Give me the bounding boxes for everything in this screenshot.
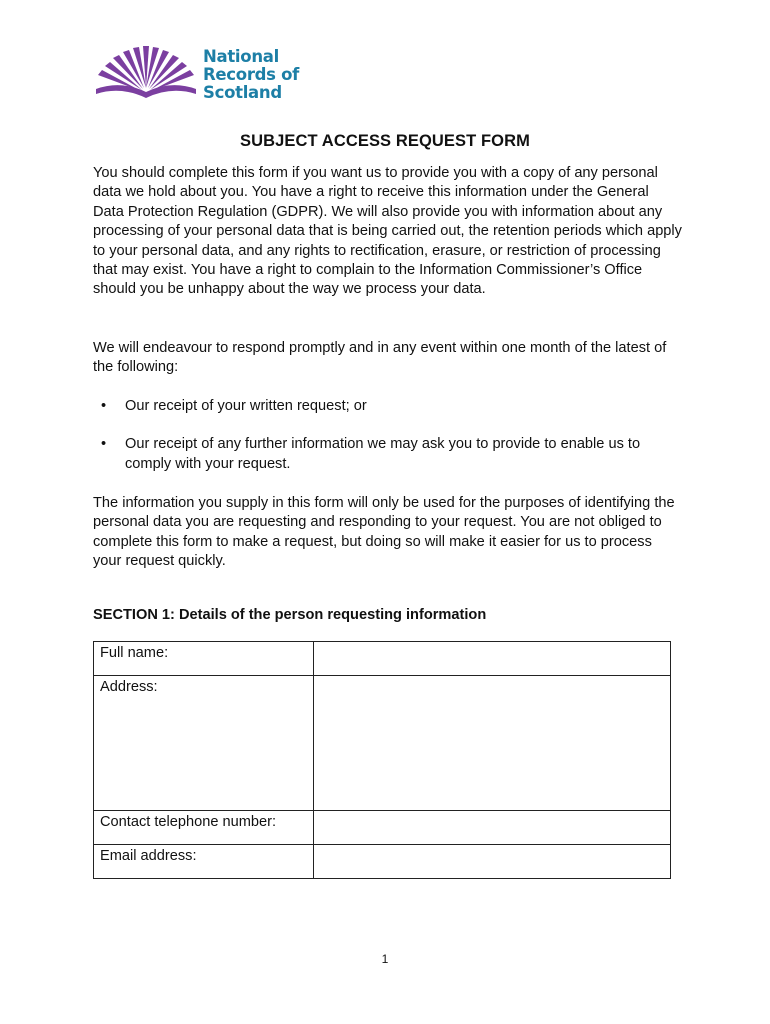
nrs-logo [94, 40, 314, 102]
telephone-label: Contact telephone number: [94, 811, 314, 845]
full-name-field[interactable] [314, 642, 671, 676]
nrs-logo-text [203, 48, 299, 102]
bullet-icon: • [101, 398, 107, 414]
nrs-emblem-icon [94, 42, 198, 100]
telephone-field[interactable] [314, 811, 671, 845]
page-number: 1 [381, 952, 389, 966]
section-1-heading: SECTION 1: Details of the person requesting information [93, 607, 487, 623]
address-label: Address: [94, 676, 314, 811]
table-row [94, 642, 671, 676]
table-row [94, 845, 671, 879]
requester-details-table [93, 641, 671, 879]
purpose-paragraph: The information you supply in this form will only be used for the purposes of identifying the personal data you are requesting and responding to your request. You are not obliged to complete this form to make a request, but doing so will make it easier for us to process your request quickly. [93, 495, 675, 570]
address-field[interactable] [314, 676, 671, 811]
email-field[interactable] [314, 845, 671, 879]
logo-line-3: Scotland [203, 83, 282, 102]
logo-line-1: National [203, 47, 279, 66]
list-item [93, 435, 683, 474]
table-row [94, 811, 671, 845]
intro-paragraph: You should complete this form if you want us to provide you with a copy of any personal data we hold about you. You have a right to receive this information under the General Data Protection Regulation (GDPR). We will also provide you with information about any processing of your personal data that is being carried out, the retention periods which apply to your personal data, and any rights to rectification, erasure, or restriction of processing that may exist. You have a right to complain to the Information Commissioner’s Office should you be unhappy about the way we process your data. [93, 165, 682, 298]
list-item-text: Our receipt of your written request; or [125, 398, 367, 414]
conditions-list [93, 397, 683, 474]
logo-line-2: Records of [203, 65, 300, 84]
response-time-paragraph: We will endeavour to respond promptly and in any event within one month of the latest of the following: [93, 340, 667, 376]
bullet-icon: • [101, 436, 107, 453]
list-item [93, 397, 683, 416]
full-name-label: Full name: [94, 642, 314, 676]
table-row [94, 676, 671, 811]
list-item-text: Our receipt of any further information we may ask you to provide to enable us to comply with your request. [125, 436, 641, 472]
page-title: SUBJECT ACCESS REQUEST FORM [240, 132, 530, 150]
email-label: Email address: [94, 845, 314, 879]
